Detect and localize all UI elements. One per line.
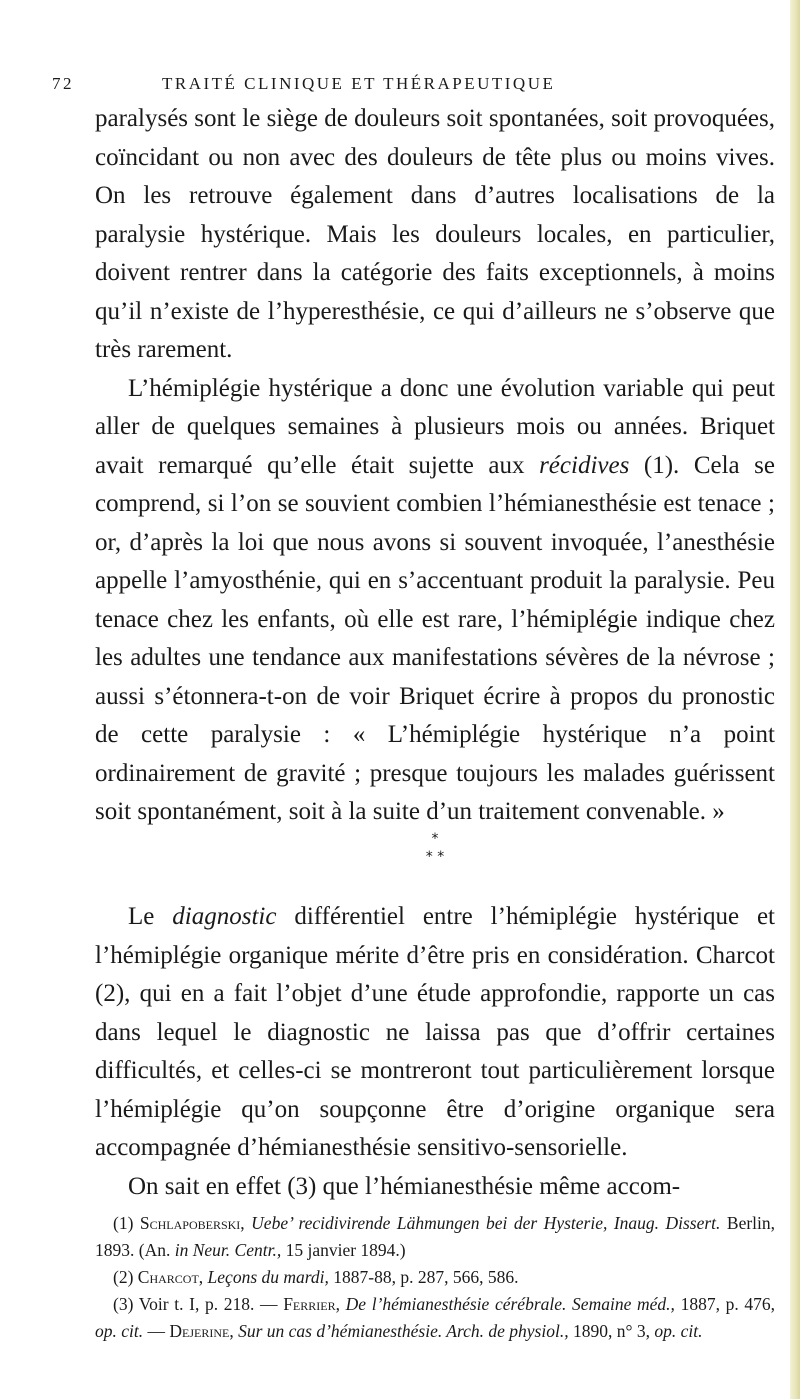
page-edge	[790, 0, 800, 1399]
footnote-3: (3) Voir t. I, p. 218. — Ferrier, De l’hémianesthésie cérébrale. Semaine méd., 1887, p. 476, op. cit. — Dejerine, Sur un cas d’hémianesthésie. Arch. de physiol., 1890, n° 3, op. cit.	[95, 1294, 775, 1341]
paragraph-3: Le diagnostic différentiel entre l’hémiplégie hystérique et l’hémiplégie organique mérite d’être pris en considération. Charcot (2), qui en a fait l’objet d’une étude approfondie, rapporte un cas dans lequel le diagnostic ne laissa pas que d’offrir certaines difficultés, et celles-ci se montreront tout particulièrement lorsque l’hémiplégie qu’on soupçonne être d’origine organique sera accompagnée d’hémianesthésie sensitivo-sensorielle.	[95, 903, 775, 1161]
footnote-2: (2) Charcot, Leçons du mardi, 1887-88, p. 287, 566, 586.	[113, 1267, 519, 1287]
body-text	[95, 100, 775, 832]
emphasis-recidives: récidives	[539, 451, 630, 479]
page-number: 72	[52, 74, 74, 93]
footnote-1: (1) Schlapoberski, Uebe’ recidivirende Lähmungen bei der Hysterie, Inaug. Dissert. Berlin, 1893. (An. in Neur. Centr., 15 janvier 1894.)	[95, 1213, 776, 1260]
section-separator: * * *	[425, 831, 445, 865]
page-header	[52, 74, 764, 100]
running-title: TRAITÉ CLINIQUE ET THÉRAPEUTIQUE	[162, 74, 556, 93]
paragraph-2: L’hémiplégie hystérique a donc une évolution variable qui peut aller de quelques semaines à plusieurs mois ou années. Briquet avait remarqué qu’elle était sujette aux récidives (1). Cela se comprend, si l’on se souvient combien l’hémianesthésie est tenace ; or, d’après la loi que nous avons si souvent invoquée, l’anesthésie appelle l’amyosthénie, qui en s’accentuant produit la paralysie. Peu tenace chez les enfants, où elle est rare, l’hémiplégie indique chez les adultes une tendance aux manifestations sévères de la névrose ; aussi s’étonnera-t-on de voir Briquet écrire à propos du pronostic de cette paralysie : « L’hémiplégie hystérique n’a point ordinairement de gravité ; presque toujours les malades guérissent soit spontanément, soit à la suite d’un traitement convenable. »	[95, 374, 776, 825]
paragraph-1: paralysés sont le siège de douleurs soit spontanées, soit provoquées, coïncidant ou non avec des douleurs de tête plus ou moins vives. On les retrouve également dans d’autres localisations de la paralysie hystérique. Mais les douleurs locales, en particulier, doivent rentrer dans la catégorie des faits exceptionnels, à moins qu’il n’existe de l’hyperesthésie, ce qui d’ailleurs ne s’observe que très rarement.	[95, 105, 775, 363]
footnotes	[95, 1210, 775, 1345]
body-text-2	[95, 898, 775, 1206]
emphasis-diagnostic: diagnostic	[172, 903, 277, 930]
paragraph-4: On sait en effet (3) que l’hémianesthésie même accom-	[128, 1172, 681, 1200]
